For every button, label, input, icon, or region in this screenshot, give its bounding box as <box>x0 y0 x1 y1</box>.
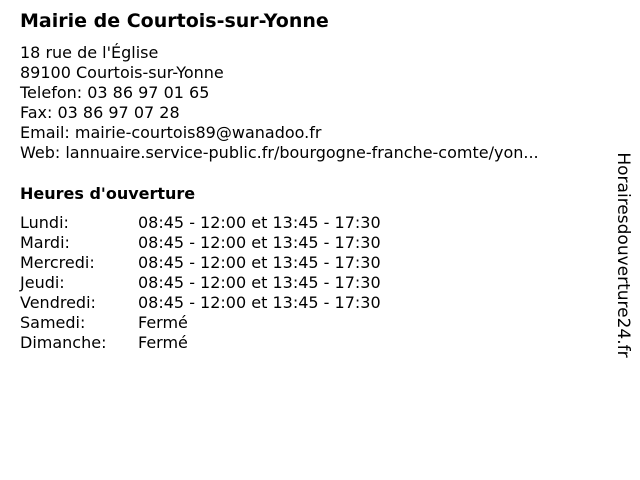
time-value: Fermé <box>138 313 188 332</box>
time-value: 08:45 - 12:00 et 13:45 - 17:30 <box>138 273 381 292</box>
address-city: 89100 Courtois-sur-Yonne <box>20 63 224 82</box>
day-label: Jeudi: <box>20 273 65 292</box>
website-link[interactable]: Web: lannuaire.service-public.fr/bourgogne-franche-comte/yon... <box>20 143 539 162</box>
time-value: 08:45 - 12:00 et 13:45 - 17:30 <box>138 233 381 252</box>
fax-number: Fax: 03 86 97 07 28 <box>20 103 180 122</box>
email-address: Email: mairie-courtois89@wanadoo.fr <box>20 123 322 142</box>
hours-heading: Heures d'ouverture <box>20 184 196 203</box>
time-value: 08:45 - 12:00 et 13:45 - 17:30 <box>138 213 381 232</box>
phone-number: Telefon: 03 86 97 01 65 <box>20 83 210 102</box>
day-label: Samedi: <box>20 313 86 332</box>
address-street: 18 rue de l'Église <box>20 43 159 62</box>
site-watermark: Horairesdouverture24.fr <box>613 152 633 358</box>
day-label: Vendredi: <box>20 293 96 312</box>
day-label: Dimanche: <box>20 333 107 352</box>
time-value: Fermé <box>138 333 188 352</box>
day-label: Lundi: <box>20 213 69 232</box>
time-value: 08:45 - 12:00 et 13:45 - 17:30 <box>138 253 381 272</box>
day-label: Mercredi: <box>20 253 95 272</box>
day-label: Mardi: <box>20 233 70 252</box>
contact-info <box>20 43 539 163</box>
page-title: Mairie de Courtois-sur-Yonne <box>20 10 329 32</box>
time-value: 08:45 - 12:00 et 13:45 - 17:30 <box>138 293 381 312</box>
